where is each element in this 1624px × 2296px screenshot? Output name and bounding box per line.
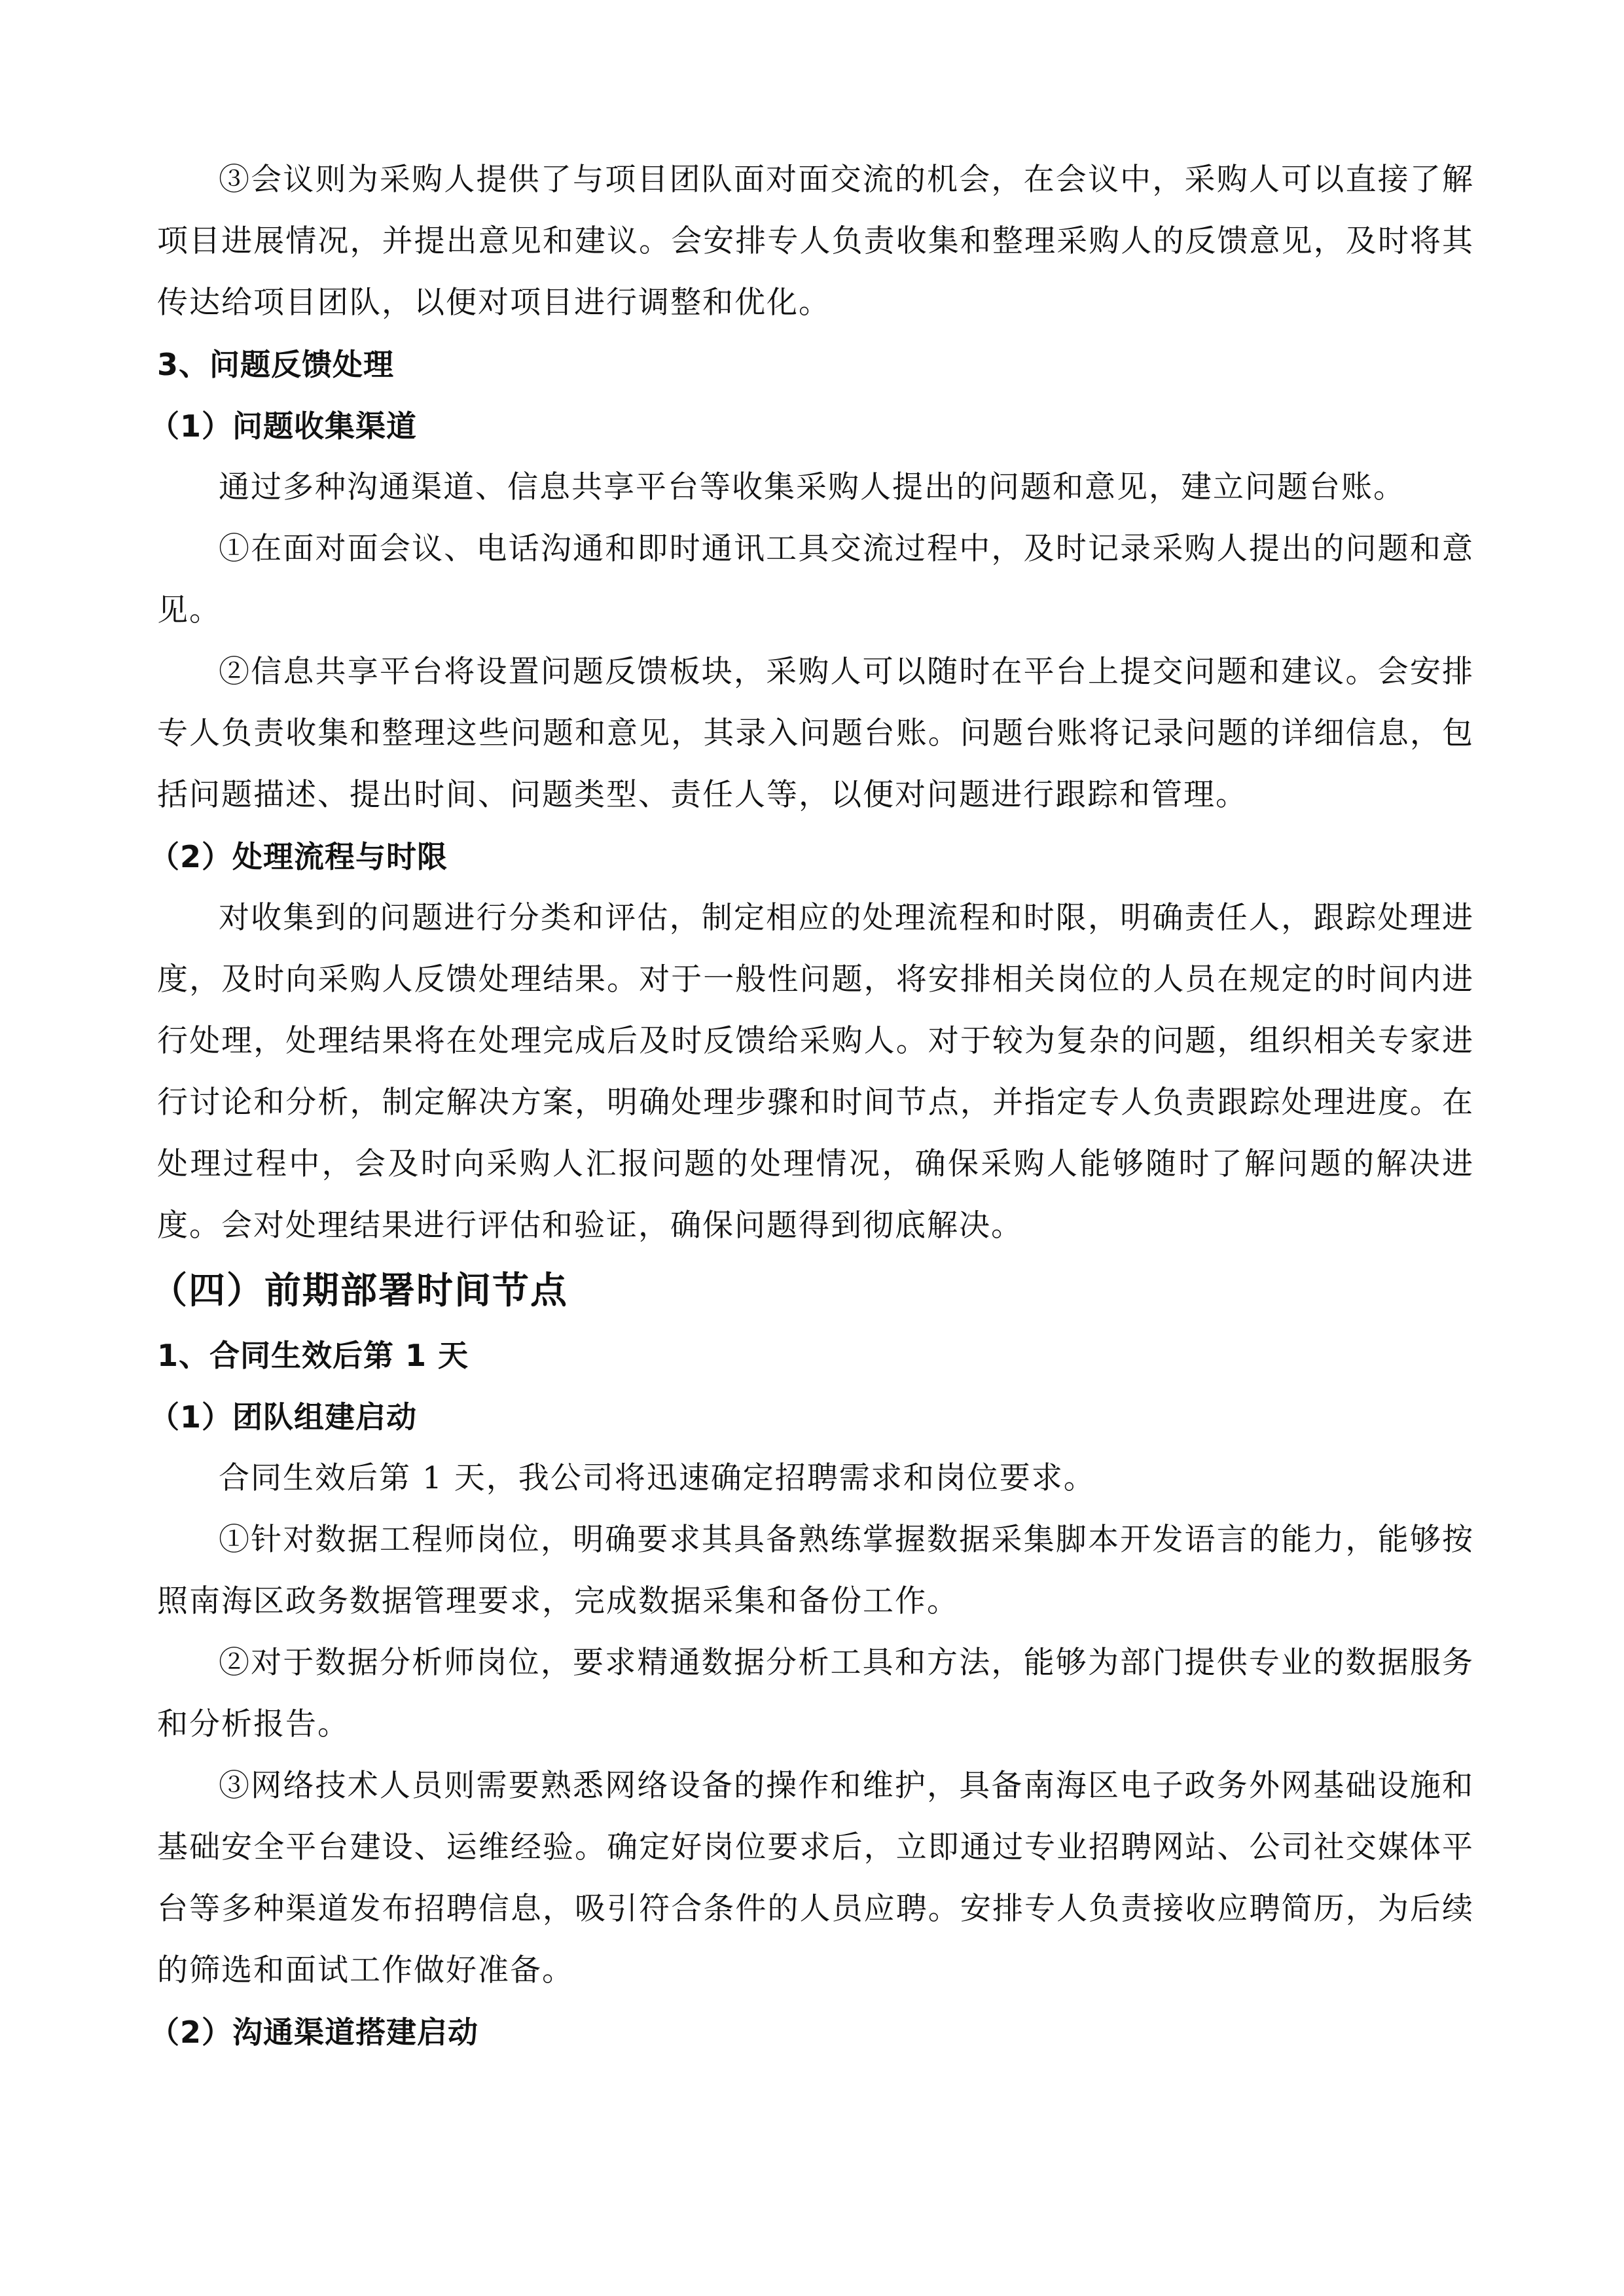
- paragraph-data-engineer: ①针对数据工程师岗位，明确要求其具备熟练掌握数据采集脚本开发语言的能力，能够按照南海区政务数据管理要求，完成数据采集和备份工作。: [157, 1522, 1474, 1619]
- paragraph-process-details: 对收集到的问题进行分类和评估，制定相应的处理流程和时限，明确责任人，跟踪处理进度，及时向采购人反馈处理结果。对于一般性问题，将安排相关岗位的人员在规定的时间内进行处理，处理结果将在处理完成后及时反馈给采购人。对于较为复杂的问题，组织相关专家进行讨论和分析，制定解决方案，明确处理步骤和时间节点，并指定专人负责跟踪处理进度。在处理过程中，会及时向采购人汇报问题的处理情况，确保采购人能够随时了解问题的解决进度。会对处理结果进行评估和验证，确保问题得到彻底解决。: [157, 900, 1474, 1244]
- paragraph-network-tech: ③网络技术人员则需要熟悉网络设备的操作和维护，具备南海区电子政务外网基础设施和基础安全平台建设、运维经验。确定好岗位要求后，立即通过专业招聘网站、公司社交媒体平台等多种渠道发布招聘信息，吸引符合条件的人员应聘。安排专人负责接收应聘简历，为后续的筛选和面试工作做好准备。: [157, 1768, 1474, 1988]
- subheading-issue-collection: （1）问题收集渠道: [149, 408, 418, 444]
- subheading-team-building: （1）团队组建启动: [149, 1399, 418, 1435]
- paragraph-data-analyst: ②对于数据分析师岗位，要求精通数据分析工具和方法，能够为部门提供专业的数据服务和分析报告。: [157, 1645, 1474, 1742]
- section-heading-deployment: （四）前期部署时间节点: [151, 1270, 568, 1312]
- subheading-channel-setup: （2）沟通渠道搭建启动: [149, 2015, 479, 2050]
- document-body: [149, 149, 1474, 2063]
- paragraph-sharing-platform: ②信息共享平台将设置问题反馈板块，采购人可以随时在平台上提交问题和建议。会安排专人负责收集和整理这些问题和意见，其录入问题台账。问题台账将记录问题的详细信息，包括问题描述、提出时间、问题类型、责任人等，以便对问题进行跟踪和管理。: [157, 654, 1474, 813]
- subheading-process-timeline: （2）处理流程与时限: [149, 839, 448, 874]
- paragraph-record-issues: ①在面对面会议、电话沟通和即时通讯工具交流过程中，及时记录采购人提出的问题和意见。: [157, 531, 1474, 628]
- heading-day-one: 1、合同生效后第 1 天: [157, 1338, 469, 1373]
- paragraph-hiring-needs: 合同生效后第 1 天，我公司将迅速确定招聘需求和岗位要求。: [219, 1460, 1096, 1496]
- paragraph-collection-channels: 通过多种沟通渠道、信息共享平台等收集采购人提出的问题和意见，建立问题台账。: [219, 469, 1405, 505]
- paragraph-meeting-feedback: ③会议则为采购人提供了与项目团队面对面交流的机会，在会议中，采购人可以直接了解项目进展情况，并提出意见和建议。会安排专人负责收集和整理采购人的反馈意见，及时将其传达给项目团队，以便对项目进行调整和优化。: [157, 162, 1474, 321]
- heading-issue-feedback: 3、问题反馈处理: [157, 347, 395, 382]
